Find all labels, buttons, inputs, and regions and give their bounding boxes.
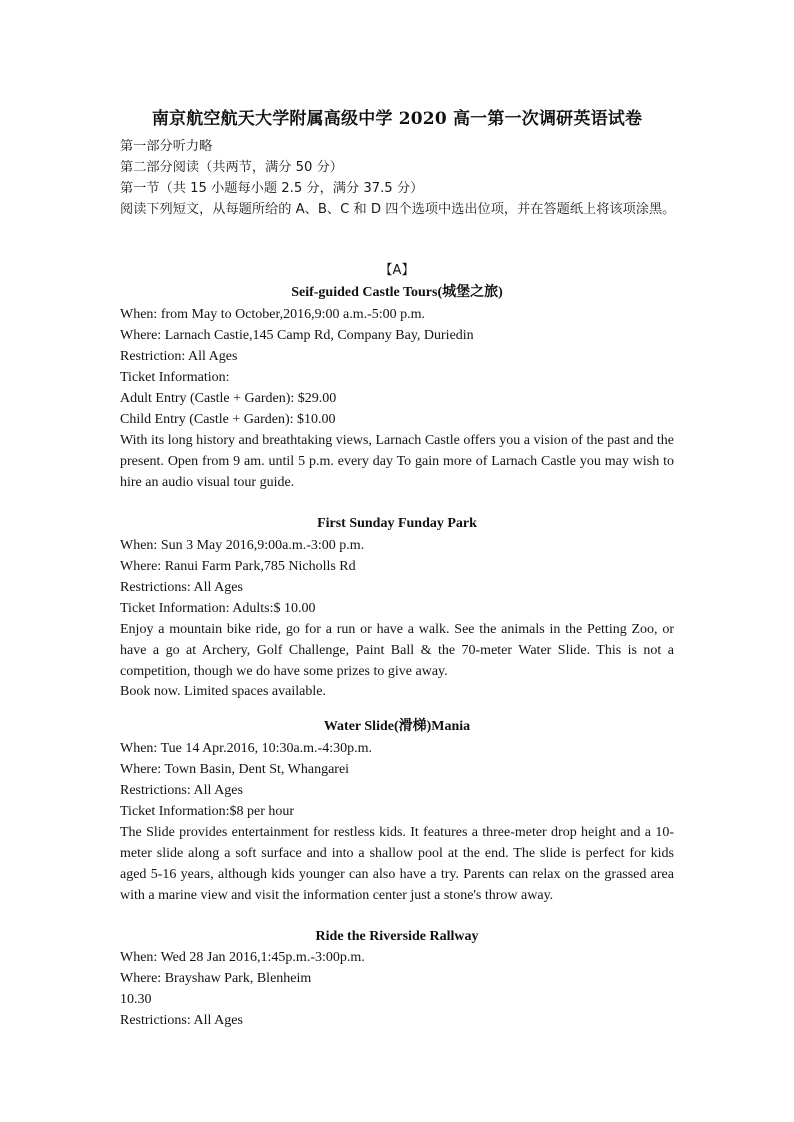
event-line: Restrictions: All Ages xyxy=(120,580,243,595)
part2-heading: 第二部分阅读（共两节，满分 50 分） xyxy=(120,160,343,175)
event-line: When: Tue 14 Apr.2016, 10:30a.m.-4:30p.m. xyxy=(120,741,372,756)
event-line: Where: Ranui Farm Park,785 Nicholls Rd xyxy=(120,559,356,574)
event-line: 10.30 xyxy=(120,992,152,1007)
passage-label: 【A】 xyxy=(379,263,415,278)
event-heading-water-slide: Water Slide(滑梯)Mania xyxy=(323,719,471,734)
event-paragraph: With its long history and breathtaking views, Larnach Castle offers you a vision of the past and the present. Open from 9 am. until 5 p.m. every day To gain more of Larnach Castle you may wish to hire an audio visual tour guide. xyxy=(120,433,674,490)
page-title: 南京航空航天大学附属高级中学 2020 高一第一次调研英语试卷 xyxy=(151,109,643,129)
event-line: Ticket Information: xyxy=(120,370,230,385)
event-line: Adult Entry (Castle + Garden): $29.00 xyxy=(120,391,337,406)
event-paragraph: The Slide provides entertainment for restless kids. It features a three-meter drop height and a 10-meter slide along a soft surface and into a shallow pool at the end. The slide is perfect for kids aged 5-16 years, although kids younger can also have a try. Parents can relax on the grassed area with a marine view and visit the information center just a stone's throw away. xyxy=(120,825,674,903)
event-line: Ticket Information:$8 per hour xyxy=(120,804,295,819)
event-heading-castle-tours: Seif-guided Castle Tours(城堡之旅) xyxy=(291,285,503,300)
event-paragraph: Enjoy a mountain bike ride, go for a run or have a walk. See the animals in the Petting Zoo, or have a go at Archery, Golf Challenge, Paint Ball & the 70-meter Water Slide. This is not a competition, though we do have some prizes to give away. xyxy=(120,622,674,679)
event-line: Child Entry (Castle + Garden): $10.00 xyxy=(120,412,336,427)
event-line: When: Wed 28 Jan 2016,1:45p.m.-3:00p.m. xyxy=(120,950,365,965)
event-line: Where: Brayshaw Park, Blenheim xyxy=(120,971,312,986)
event-line: Where: Larnach Castie,145 Camp Rd, Company Bay, Duriedin xyxy=(120,328,474,343)
event-line: Restriction: All Ages xyxy=(120,349,238,364)
event-line: When: from May to October,2016,9:00 a.m.-5:00 p.m. xyxy=(120,307,426,322)
event-note: Book now. Limited spaces available. xyxy=(120,684,326,699)
event-line: Restrictions: All Ages xyxy=(120,783,243,798)
part1-note: 第一部分听力略 xyxy=(120,139,213,154)
event-heading-funday-park: First Sunday Funday Park xyxy=(317,516,477,531)
event-line: When: Sun 3 May 2016,9:00a.m.-3:00 p.m. xyxy=(120,538,365,553)
event-line: Where: Town Basin, Dent St, Whangarei xyxy=(120,762,350,777)
section1-heading: 第一节（共 15 小题每小题 2.5 分，满分 37.5 分） xyxy=(120,181,424,196)
event-line: Ticket Information: Adults:$ 10.00 xyxy=(120,601,316,616)
event-line: Restrictions: All Ages xyxy=(120,1013,243,1028)
event-heading-riverside-railway: Ride the Riverside Rallway xyxy=(315,929,479,944)
instructions: 阅读下列短文，从每题所给的 A、B、C 和 D 四个选项中选出位项，并在答题纸上将该项涂黑。 xyxy=(120,202,676,217)
